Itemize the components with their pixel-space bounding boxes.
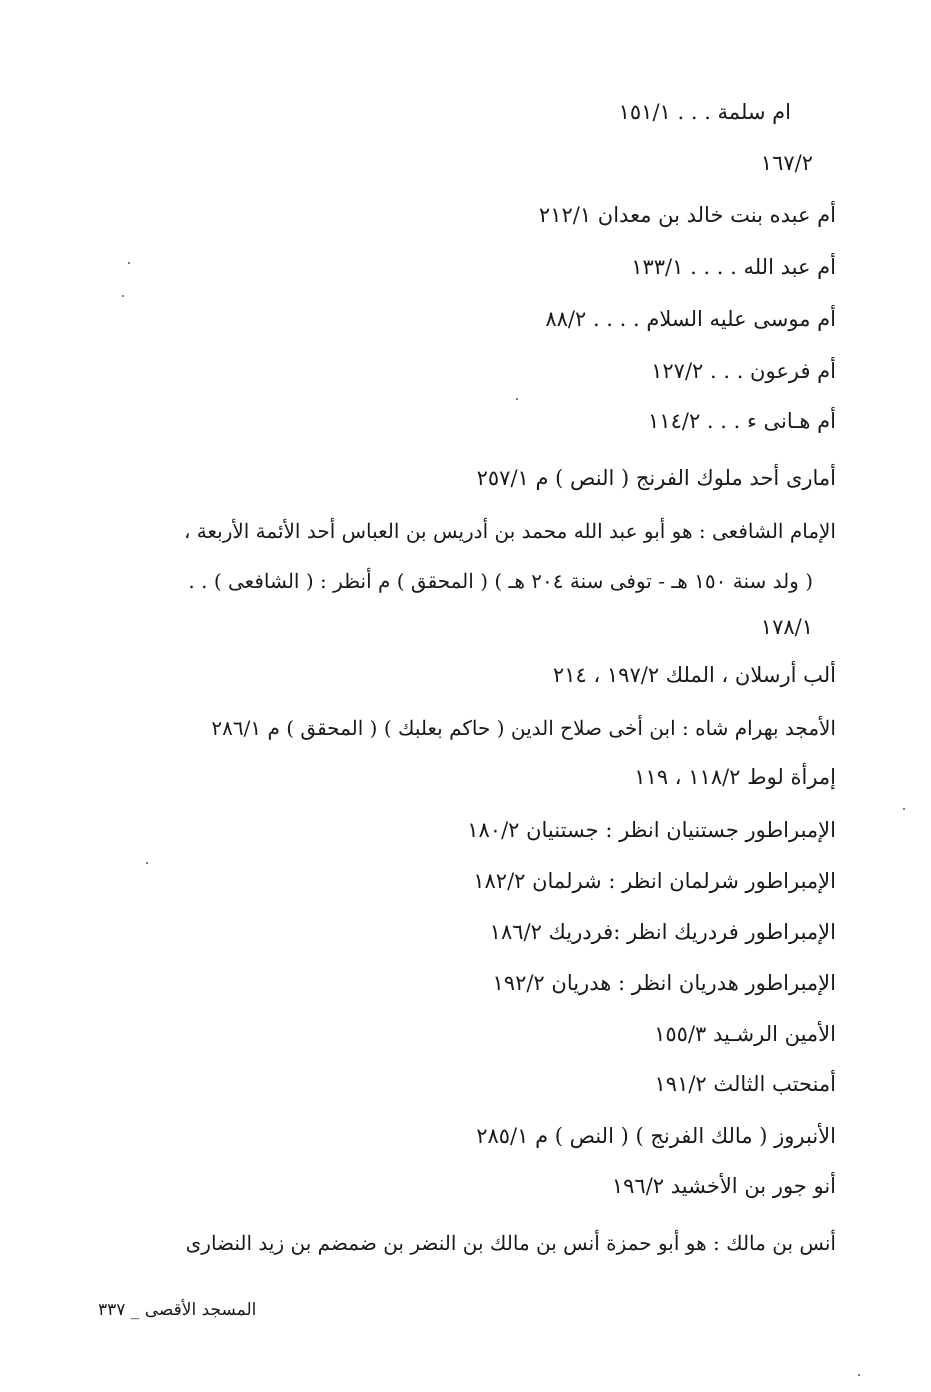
index-entry: الإمبراطور جستنيان انظر : جستنيان ١٨٠/٢ bbox=[467, 818, 836, 842]
index-entry: الإمبراطور شرلمان انظر : شرلمان ١٨٢/٢ bbox=[473, 869, 836, 893]
index-entry: إمرأة لوط ١١٨/٢ ، ١١٩ bbox=[634, 765, 836, 789]
index-entry: الأنبروز ( مالك الفرنج ) ( النص ) م ٢٨٥/١ bbox=[476, 1124, 836, 1148]
index-entry: أمارى أحد ملوك الفرنج ( النص ) م ٢٥٧/١ bbox=[476, 466, 836, 490]
index-entry: أم موسى عليه السلام . . . . ٨٨/٢ bbox=[545, 307, 836, 331]
index-entry-continuation: ١٦٧/٢ bbox=[760, 151, 813, 175]
scan-speck bbox=[128, 262, 130, 264]
index-entry: أنو جور بن الأخشيد ١٩٦/٢ bbox=[611, 1174, 836, 1198]
index-entry-continuation: ١٧٨/١ bbox=[760, 615, 813, 639]
index-entry: أم فرعون . . . ١٢٧/٢ bbox=[651, 359, 836, 383]
index-entry: أم هـانى ء . . . ١١٤/٢ bbox=[648, 409, 836, 433]
scan-speck bbox=[516, 398, 518, 400]
index-entry-continuation: ( ولد سنة ١٥٠ هـ - توفى سنة ٢٠٤ هـ ) ( المحقق ) م أنظر : ( الشافعى ) . . bbox=[188, 569, 813, 593]
index-entry: ام سلمة . . . ١٥١/١ bbox=[618, 100, 791, 124]
scan-speck bbox=[146, 862, 148, 864]
index-entry: أنس بن مالك : هو أبو حمزة أنس بن مالك بن النضر بن ضمضم بن زيد النضارى bbox=[185, 1231, 836, 1255]
index-entry: الإمبراطور هدريان انظر : هدريان ١٩٢/٢ bbox=[492, 971, 836, 995]
index-entry: ألب أرسلان ، الملك ١٩٧/٢ ، ٢١٤ bbox=[552, 663, 836, 687]
index-entry: الإمام الشافعى : هو أبو عبد الله محمد بن أدريس بن العباس أحد الأئمة الأربعة ، bbox=[183, 519, 836, 543]
scan-speck bbox=[122, 295, 124, 297]
page-footer: المسجد الأقصى _ ٣٣٧ bbox=[98, 1300, 257, 1320]
index-entry: أمنحتب الثالث ١٩١/٢ bbox=[654, 1072, 836, 1096]
index-entry: أم عبده بنت خالد بن معدان ٢١٢/١ bbox=[538, 203, 836, 227]
scan-speck bbox=[858, 1374, 860, 1376]
index-entry: أم عبد الله . . . . ١٣٣/١ bbox=[631, 255, 836, 279]
index-entry: الإمبراطور فردريك انظر :فردريك ١٨٦/٢ bbox=[489, 920, 836, 944]
scan-speck bbox=[903, 808, 905, 810]
index-entry: الأمجد بهرام شاه : ابن أخى صلاح الدين ( حاكم بعلبك ) ( المحقق ) م ٢٨٦/١ bbox=[211, 716, 836, 740]
index-entry: الأمين الرشـيد ١٥٥/٣ bbox=[654, 1022, 836, 1046]
